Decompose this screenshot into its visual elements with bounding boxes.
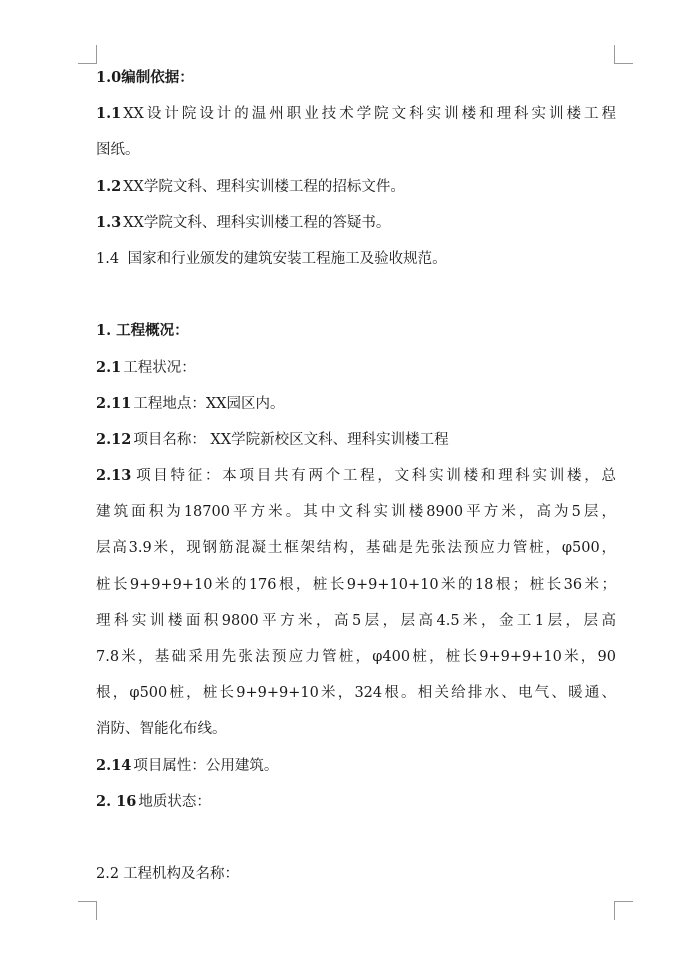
list-item-continuation: 图纸。 [96, 142, 140, 159]
paragraph-line: 桩长9+9+9+10米的176根，桩长9+9+10+10米的18根；桩长36米； [96, 576, 616, 593]
document-body [96, 60, 616, 892]
paragraph-line: 理科实训楼面积9800平方米，高5层，层高4.5米，金工1层，层高 [96, 612, 616, 629]
list-item: 2.2 工程机构及名称： [96, 866, 240, 883]
list-item: 2.1 工程状况： [96, 358, 196, 376]
list-item: 1.2 XX学院文科、理科实训楼工程的招标文件。 [96, 177, 405, 195]
section-heading-overview: 1. 工程概况： [96, 322, 189, 340]
paragraph-line: 建筑面积为18700平方米。其中文科实训楼8900平方米，高为5层， [96, 504, 616, 521]
list-item: 1.1 XX设计院设计的温州职业技术学院文科实训楼和理科实训楼工程 [96, 105, 616, 123]
list-item: 1.3 XX学院文科、理科实训楼工程的答疑书。 [96, 213, 391, 231]
page-corner-mark-bottom-left [78, 901, 97, 920]
page-corner-mark-bottom-right [614, 901, 633, 920]
paragraph-line: 7.8米，基础采用先张法预应力管桩，φ400桩，桩长9+9+9+10米，90 [96, 649, 616, 665]
blank-line [96, 277, 616, 313]
paragraph-line: 消防、智能化布线。 [96, 721, 227, 738]
list-item: 2. 16 地质状态： [96, 792, 211, 810]
list-item: 2.12 项目名称： XX学院新校区文科、理科实训楼工程 [96, 430, 449, 448]
page-corner-mark-top-right [614, 45, 633, 64]
list-item: 2.13 项目特征：本项目共有两个工程，文科实训楼和理科实训楼，总 [96, 467, 616, 485]
paragraph-line: 根，φ500桩，桩长9+9+9+10米，324根。相关给排水、电气、暖通、 [96, 685, 616, 702]
list-item: 2.11 工程地点：XX园区内。 [96, 394, 285, 412]
list-item: 2.14 项目属性：公用建筑。 [96, 756, 279, 774]
paragraph-line: 层高3.9米，现钢筋混凝土框架结构，基础是先张法预应力管桩，φ500， [96, 540, 616, 557]
section-heading-basis: 1.0编制依据： [96, 69, 194, 86]
blank-line [96, 820, 616, 856]
list-item: 1.4 国家和行业颁发的建筑安装工程施工及验收规范。 [96, 250, 447, 267]
page-corner-mark-top-left [78, 45, 97, 64]
